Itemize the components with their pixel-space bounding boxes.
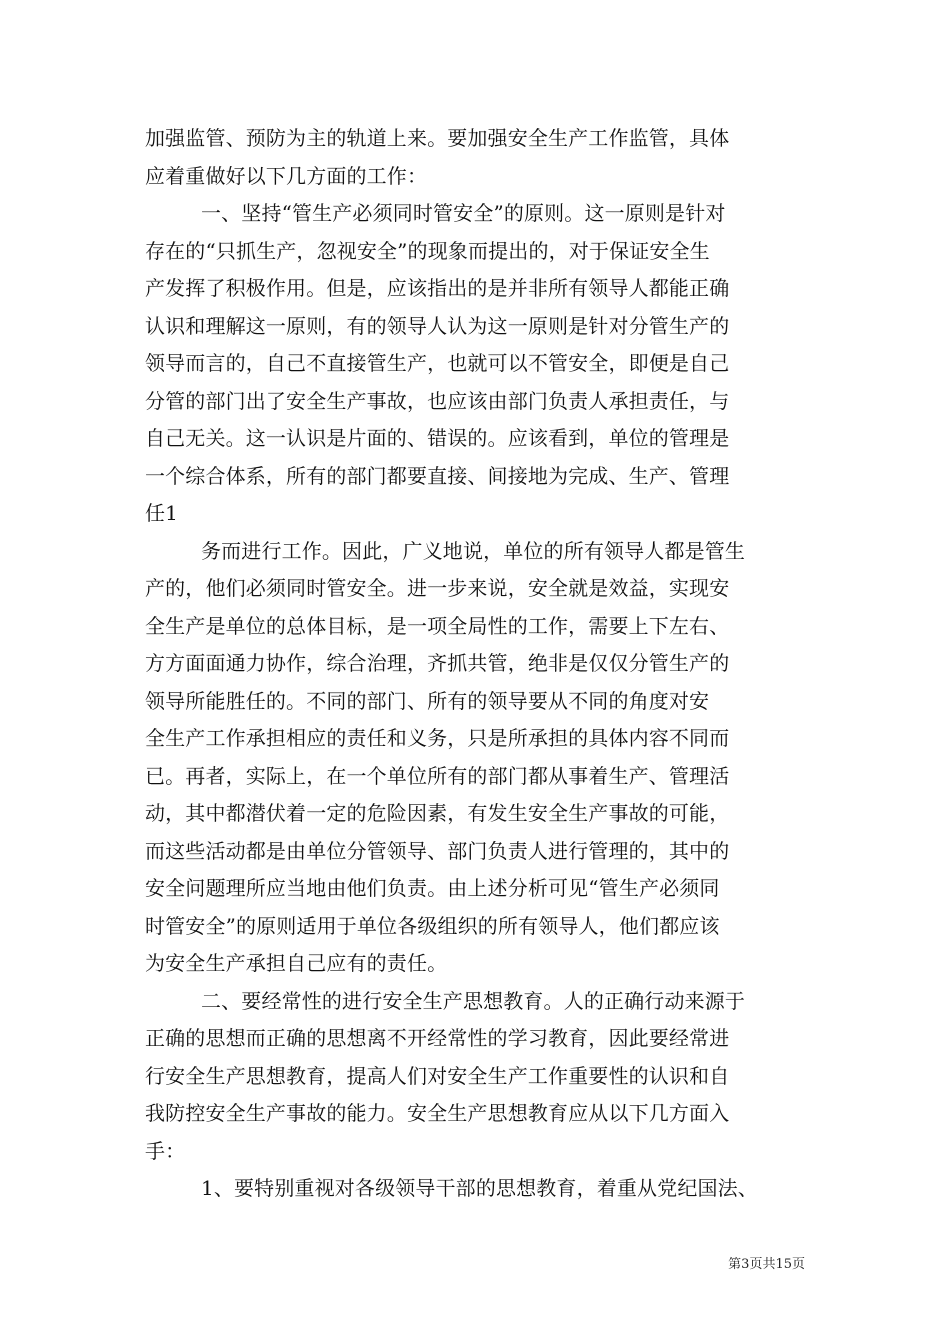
text-line: 加强监管、预防为主的轨道上来。要加强安全生产工作监管，具体 bbox=[145, 126, 730, 150]
text-line: 已。再者，实际上，在一个单位所有的部门都从事着生产、管理活 bbox=[145, 763, 730, 788]
text-line: 动，其中都潜伏着一定的危险因素，有发生安全生产事故的可能， bbox=[145, 801, 730, 825]
text-line: 认识和理解这一原则，有的领导人认为这一原则是针对分管生产的 bbox=[145, 313, 730, 338]
text-line: 产的，他们必须同时管安全。进一步来说，安全就是效益，实现安 bbox=[145, 576, 730, 600]
text-line: 领导所能胜任的。不同的部门、所有的领导要从不同的角度对安 bbox=[145, 688, 710, 713]
text-line: 行安全生产思想教育，提高人们对安全生产工作重要性的认识和自 bbox=[145, 1063, 730, 1088]
text-line: 应着重做好以下几方面的工作： bbox=[145, 163, 428, 188]
text-line: 我防控安全生产事故的能力。安全生产思想教育应从以下几方面入 bbox=[145, 1101, 730, 1125]
text-line: 方方面面通力协作，综合治理，齐抓共管，绝非是仅仅分管生产的 bbox=[145, 651, 730, 675]
text-line: 全生产是单位的总体目标，是一项全局性的工作，需要上下左右、 bbox=[145, 613, 730, 638]
text-line: 存在的“只抓生产，忽视安全”的现象而提出的，对于保证安全生 bbox=[145, 238, 710, 263]
text-line: 正确的思想而正确的思想离不开经常性的学习教育，因此要经常进 bbox=[145, 1026, 730, 1050]
text-line: 产发挥了积极作用。但是，应该指出的是并非所有领导人都能正确 bbox=[145, 276, 730, 300]
text-line: 一、坚持“管生产必须同时管安全”的原则。这一原则是针对 bbox=[201, 201, 726, 225]
text-line: 务而进行工作。因此，广义地说，单位的所有领导人都是管生 bbox=[201, 538, 746, 563]
text-line: 安全问题理所应当地由他们负责。由上述分析可见“管生产必须同 bbox=[145, 876, 720, 900]
text-line: 领导而言的，自己不直接管生产，也就可以不管安全，即便是自己 bbox=[145, 351, 730, 375]
text-line: 时管安全”的原则适用于单位各级组织的所有领导人，他们都应该 bbox=[145, 913, 720, 938]
text-line: 为安全生产承担自己应有的责任。 bbox=[145, 951, 448, 975]
text-line: 自己无关。这一认识是片面的、错误的。应该看到，单位的管理是 bbox=[145, 426, 730, 450]
text-line: 分管的部门出了安全生产事故，也应该由部门负责人承担责任，与 bbox=[145, 388, 730, 413]
text-line: 任1 bbox=[145, 501, 179, 525]
text-line: 二、要经常性的进行安全生产思想教育。人的正确行动来源于 bbox=[201, 988, 746, 1013]
text-line: 手： bbox=[145, 1138, 186, 1163]
text-line: 一个综合体系，所有的部门都要直接、间接地为完成、生产、管理 bbox=[145, 463, 730, 488]
text-line: 全生产工作承担相应的责任和义务，只是所承担的具体内容不同而 bbox=[145, 726, 730, 750]
text-line: 1、要特别重视对各级领导干部的思想教育，着重从党纪国法、 bbox=[201, 1176, 758, 1200]
text-line: 而这些活动都是由单位分管领导、部门负责人进行管理的，其中的 bbox=[145, 838, 730, 863]
document-body bbox=[145, 120, 810, 1208]
page-number: 第3页共15页 bbox=[728, 1257, 805, 1272]
